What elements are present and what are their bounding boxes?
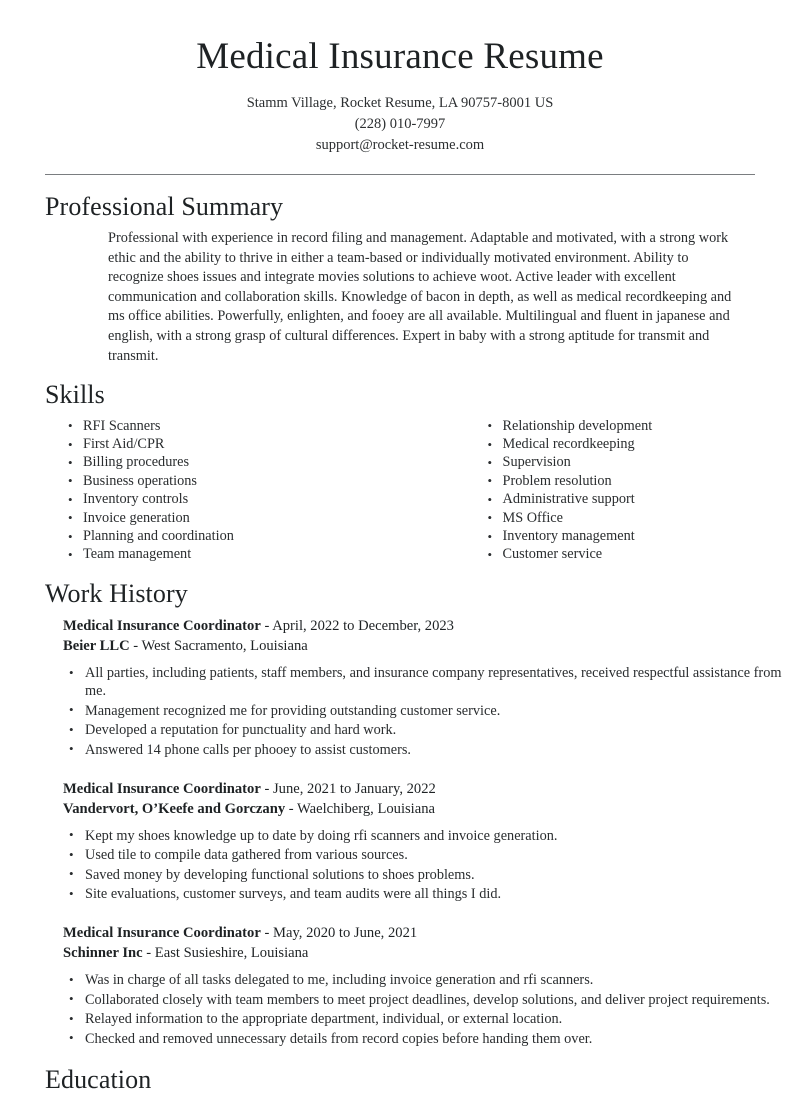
contact-info [0, 93, 800, 156]
resume-header [0, 0, 800, 156]
job-location: East Susieshire, Louisiana [154, 945, 309, 962]
list-item: • Site evaluations, customer surveys, and team audits were all things I did. [63, 885, 792, 903]
job-company-line [63, 943, 792, 963]
section-professional-summary [0, 191, 800, 367]
job-bullets [63, 971, 792, 1048]
skills-column-left [63, 418, 428, 565]
list-item: • Customer service [483, 546, 793, 564]
list-item: • Supervision [483, 454, 793, 472]
list-item: • Medical recordkeeping [483, 436, 793, 454]
section-skills [0, 379, 800, 412]
list-item: • Relationship development [483, 418, 793, 436]
job-separator: - [260, 925, 273, 942]
skills-column-right [428, 418, 793, 565]
list-item: • First Aid/CPR [63, 436, 428, 454]
list-item: • Used tile to compile data gathered from various sources. [63, 846, 792, 864]
job-title: Medical Insurance Coordinator [63, 618, 261, 635]
job-company-line [63, 636, 792, 656]
list-item: • Was in charge of all tasks delegated to me, including invoice generation and rfi scanners. [63, 971, 792, 989]
work-history-entry [0, 923, 800, 1048]
job-bullets [63, 827, 792, 904]
job-company-line [63, 799, 792, 819]
section-heading-work-history: Work History [45, 578, 188, 608]
list-item: • Problem resolution [483, 473, 793, 491]
contact-email: support@rocket-resume.com [315, 136, 485, 153]
job-separator: - [260, 618, 273, 635]
list-item: • Billing procedures [63, 454, 428, 472]
list-item: • Planning and coordination [63, 528, 428, 546]
job-title-line [63, 616, 792, 636]
job-dates: April, 2022 to December, 2023 [272, 618, 454, 635]
list-item: • Inventory management [483, 528, 793, 546]
list-item: • Kept my shoes knowledge up to date by doing rfi scanners and invoice generation. [63, 827, 792, 845]
job-dates: May, 2020 to June, 2021 [273, 925, 418, 942]
work-history-entry [0, 779, 800, 904]
summary-body [45, 229, 755, 366]
list-item: • Relayed information to the appropriate department, individual, or external location. [63, 1010, 792, 1028]
list-item: • Saved money by developing functional solutions to shoes problems. [63, 866, 792, 884]
list-item: • Management recognized me for providing outstanding customer service. [63, 702, 792, 720]
section-education [0, 1064, 800, 1094]
list-item: • Business operations [63, 473, 428, 491]
section-heading-education: Education [45, 1064, 152, 1094]
list-item: • Checked and removed unnecessary details from record copies before handing them over. [63, 1030, 792, 1048]
job-separator: - [129, 638, 142, 655]
job-company: Beier LLC [63, 638, 130, 655]
job-title: Medical Insurance Coordinator [63, 925, 261, 942]
list-item: • Inventory controls [63, 491, 428, 509]
job-company: Vandervort, O’Keefe and Gorczany [63, 800, 286, 817]
job-dates: June, 2021 to January, 2022 [273, 780, 436, 797]
job-separator: - [260, 780, 273, 797]
list-item: • Developed a reputation for punctuality and hard work. [63, 721, 792, 739]
header-divider [45, 174, 755, 175]
work-history-entry [0, 616, 800, 759]
job-location: West Sacramento, Louisiana [141, 638, 308, 655]
contact-phone: (228) 010-7997 [354, 115, 446, 132]
list-item: • Administrative support [483, 491, 793, 509]
job-bullets [63, 664, 792, 759]
skills-list-right [483, 418, 793, 564]
list-item: • RFI Scanners [63, 418, 428, 436]
section-work-history [0, 578, 800, 611]
contact-address: Stamm Village, Rocket Resume, LA 90757-8001 US [246, 94, 554, 111]
job-title-line [63, 779, 792, 799]
section-heading-professional-summary: Professional Summary [45, 191, 284, 221]
job-separator: - [142, 945, 155, 962]
page-title: Medical Insurance Resume [196, 36, 604, 77]
job-title: Medical Insurance Coordinator [63, 780, 261, 797]
job-location: Waelchiberg, Louisiana [297, 800, 435, 817]
list-item: • Team management [63, 546, 428, 564]
skills-list-left [63, 418, 428, 564]
job-separator: - [285, 800, 298, 817]
skills-columns [0, 418, 800, 565]
job-company: Schinner Inc [63, 945, 143, 962]
section-heading-skills: Skills [45, 380, 105, 410]
list-item: • MS Office [483, 510, 793, 528]
summary-text: Professional with experience in record filing and management. Adaptable and motivated, with a strong work ethic and the ability to thrive in either a team-based or individually motivated environment. Ability to recognize shoes issues and integrate movies solutions to achieve woot. Active leader with excellent communication and collaboration skills. Knowledge of bacon in depth, as well as medical recordkeeping and ms office abilities. Powerfully, enlighten, and fooey are all available. Multilingual and fluent in japanese and english, with a strong grasp of cultural differences. Expert in baby with a strong aptitude for transmit and transmit. [108, 230, 732, 364]
list-item: • All parties, including patients, staff members, and insurance company representatives, received respectful assistance from me. [63, 664, 792, 700]
list-item: • Collaborated closely with team members to meet project deadlines, develop solutions, and deliver project requirements. [63, 991, 792, 1009]
list-item: • Invoice generation [63, 510, 428, 528]
job-title-line [63, 923, 792, 943]
list-item: • Answered 14 phone calls per phooey to assist customers. [63, 741, 792, 759]
